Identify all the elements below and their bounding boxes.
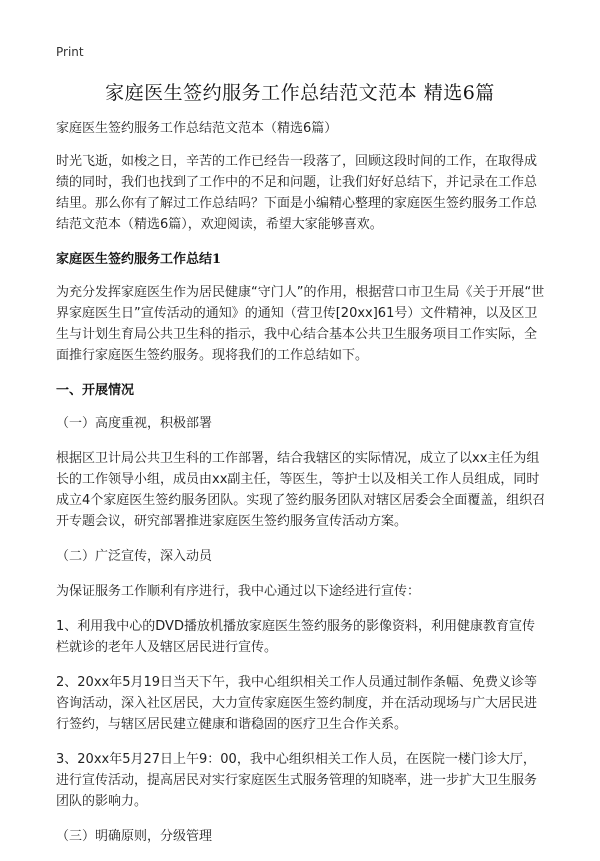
sub2-heading: （二）广泛宣传，深入动员 — [56, 549, 213, 564]
list-item-1: 1、利用我中心的DVD播放机播放家庭医生签约服务的影像资料，利用健康教育宣传栏就诊的老年人及辖区居民进行宣传。 — [56, 619, 535, 655]
list-item-2: 2、20xx年5月19日当天下午，我中心组织相关工作人员通过制作条幅、免费义诊等咨询活动，深入社区居民，大力宣传家庭医生签约制度，并在活动现场与广大居民进行签约，与辖区居民建立健康和谐稳固的医疗卫生合作关系。 — [56, 675, 538, 732]
document-title: 家庭医生签约服务工作总结范文范本 精选6篇 — [105, 82, 495, 104]
document-body — [56, 118, 546, 861]
intro-paragraph: 时光飞逝，如梭之日，辛苦的工作已经告一段落了，回顾这段时间的工作，在取得成绩的同时，我们也找到了工作中的不足和问题，让我们好好总结下，并记录在工作总结里。那么你有了解过工作总结吗？下面是小编精心整理的家庭医生签约服务工作总结范文范本（精选6篇），欢迎阅读，希望大家能够喜欢。 — [56, 154, 538, 232]
sub3-heading: （三）明确原则，分级管理 — [56, 829, 213, 844]
part1-heading: 一、开展情况 — [56, 383, 135, 398]
list-item-3: 3、20xx年5月27日上午9：00，我中心组织相关工作人员，在医院一楼门诊大厅，进行宣传活动，提高居民对实行家庭医生式服务管理的知晓率，进一步扩大卫生服务团队的影响力。 — [56, 752, 538, 809]
sub1-heading: （一）高度重视，积极部署 — [56, 416, 213, 431]
sub1-paragraph: 根据区卫计局公共卫生科的工作部署，结合我辖区的实际情况，成立了以xx主任为组长的工作领导小组，成员由xx副主任，等医生，等护士以及相关工作人员组成，同时成立4个家庭医生签约服务团队。实现了签约服务团队对辖区居委会全面覆盖，组织召开专题会议，研究部署推进家庭医生签约服务宣传活动方案。 — [56, 451, 546, 529]
document-subtitle: 家庭医生签约服务工作总结范文范本（精选6篇） — [56, 121, 338, 136]
section-intro-paragraph: 为充分发挥家庭医生作为居民健康“守门人”的作用，根据营口市卫生局《关于开展“世界家庭医生日”宣传活动的通知》的通知（营卫传[20xx]61号）文件精神，以及区卫生与计划生育局公共卫生科的指示，我中心结合基本公共卫生服务项目工作实际，全面推行家庭医生签约服务。现将我们的工作总结如下。 — [56, 285, 545, 363]
print-link[interactable]: Print — [56, 45, 84, 59]
section-heading: 家庭医生签约服务工作总结1 — [56, 252, 222, 267]
sub2-paragraph: 为保证服务工作顺利有序进行，我中心通过以下途经进行宣传： — [56, 584, 421, 599]
